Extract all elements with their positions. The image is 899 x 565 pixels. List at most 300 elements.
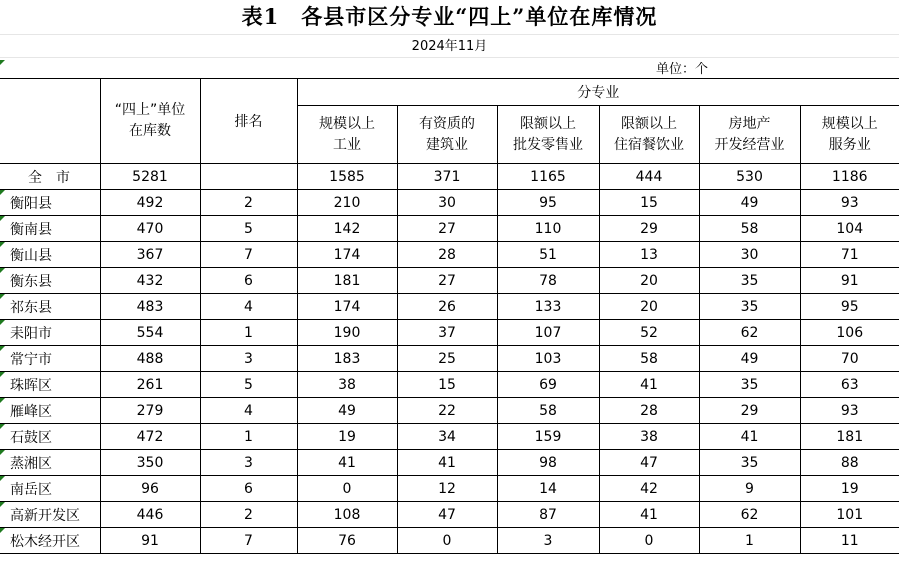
industry-count [800,424,899,450]
industry-count-text: 174 [333,246,361,263]
industry-count-text: 159 [534,428,562,445]
industry-count [497,320,599,346]
industry-count-text: 1186 [831,168,868,185]
header-unit-count-line1: “四上”单位 [114,102,186,118]
rank [200,372,297,398]
industry-count-text: 3 [543,532,553,549]
table-row [0,294,899,320]
industry-count-text: 41 [640,506,658,523]
region-name-text: 南岳区 [10,481,52,498]
industry-count [397,216,497,242]
industry-count [699,320,800,346]
industry-count [800,528,899,554]
industry-count [699,242,800,268]
cell-comment-marker [0,372,5,377]
region-name [0,268,100,294]
unit-count-text: 350 [136,454,164,471]
industry-count-text: 51 [539,246,557,263]
industry-count-text: 22 [438,402,456,419]
industry-count-text: 38 [640,428,658,445]
table-title: 表1 各县市区分专业“四上”单位在库情况 [241,4,658,29]
industry-count [297,164,397,190]
industry-count [497,216,599,242]
industry-count [800,242,899,268]
region-name [0,502,100,528]
industry-count [397,398,497,424]
industry-count-text: 93 [840,194,859,211]
industry-count-text: 181 [333,272,361,289]
industry-count-text: 530 [736,168,763,185]
unit-count-text: 367 [136,246,164,263]
unit-count [100,268,200,294]
industry-count-text: 76 [338,532,356,549]
industry-count [497,476,599,502]
industry-count-text: 12 [438,480,456,497]
industry-count [497,502,599,528]
industry-count-text: 41 [740,428,759,445]
rank [200,268,297,294]
industry-count [599,320,699,346]
region-name-text: 雁峰区 [10,403,52,420]
industry-count [699,398,800,424]
region-name [0,398,100,424]
header-industry [297,106,397,164]
unit-count-text: 492 [136,194,164,211]
industry-count-text: 62 [740,506,759,523]
rank-text: 1 [244,428,253,445]
region-name [0,242,100,268]
industry-count-text: 0 [644,532,654,549]
industry-count [497,424,599,450]
table-row [0,476,899,502]
industry-count-text: 93 [840,402,859,419]
header-by-industry: 分专业 [297,79,899,106]
industry-count [800,268,899,294]
industry-count-text: 107 [534,324,562,341]
cell-comment-marker [0,346,5,351]
industry-count [599,398,699,424]
industry-count-text: 58 [740,220,759,237]
region-name-text: 高新开发区 [10,507,80,524]
industry-count-text: 25 [438,350,456,367]
industry-count-text: 14 [539,480,557,497]
industry-count-text: 35 [740,454,759,471]
industry-count-text: 63 [840,376,859,393]
industry-count-text: 444 [635,168,663,185]
industry-count [397,502,497,528]
unit-count [100,164,200,190]
industry-count [397,190,497,216]
industry-count-text: 47 [640,454,658,471]
industry-count [297,216,397,242]
industry-count-text: 106 [836,324,864,341]
industry-count [599,216,699,242]
industry-count-text: 101 [836,506,864,523]
rank [200,242,297,268]
industry-count-text: 98 [539,454,557,471]
unit-count [100,476,200,502]
header-industry [699,106,800,164]
industry-count-text: 47 [438,506,456,523]
table-row [0,320,899,346]
industry-count [699,346,800,372]
region-name-text: 衡阳县 [10,195,52,212]
rank [200,398,297,424]
report-date: 2024年11月 [411,39,488,54]
header-industry-line1: 有资质的 [419,115,475,132]
header-industry-line2: 批发零售业 [513,136,583,153]
industry-count-text: 28 [640,402,658,419]
industry-count [397,242,497,268]
industry-count [800,320,899,346]
industry-count [599,528,699,554]
industry-count [800,450,899,476]
region-name [0,346,100,372]
industry-count [800,502,899,528]
industry-count-text: 1165 [530,168,566,185]
industry-count [497,372,599,398]
cell-comment-marker [0,216,5,221]
industry-count [297,398,397,424]
header-unit-count [100,79,200,164]
table-row [0,346,899,372]
region-name-text: 全 市 [28,169,70,186]
region-name [0,190,100,216]
table-row [0,398,899,424]
region-name-text: 耒阳市 [10,325,52,342]
industry-count-text: 49 [740,350,759,367]
industry-count-text: 174 [333,298,361,315]
unit-count [100,242,200,268]
industry-count [497,528,599,554]
industry-count-text: 58 [539,402,557,419]
industry-count [699,528,800,554]
cell-comment-marker [0,294,5,299]
stats-table [0,78,899,554]
cell-comment-marker [0,450,5,455]
region-name [0,450,100,476]
industry-count-text: 0 [442,532,452,549]
industry-count [800,294,899,320]
header-region [0,79,100,164]
region-name [0,216,100,242]
industry-count [497,242,599,268]
rank-text: 2 [244,506,253,523]
rank [200,190,297,216]
industry-count [497,190,599,216]
industry-count-text: 19 [840,480,859,497]
industry-count [800,346,899,372]
cell-comment-marker [0,398,5,403]
unit-count-text: 446 [136,506,164,523]
industry-count [800,216,899,242]
industry-count [397,268,497,294]
header-industry-line2: 住宿餐饮业 [614,136,684,153]
rank-text: 6 [244,272,253,289]
industry-count [297,528,397,554]
industry-count-text: 11 [840,532,859,549]
rank [200,528,297,554]
industry-count [497,294,599,320]
industry-count [599,242,699,268]
unit-count [100,450,200,476]
industry-count [599,476,699,502]
industry-count-text: 41 [640,376,658,393]
table-row [0,450,899,476]
industry-count-text: 69 [539,376,557,393]
industry-count-text: 78 [539,272,557,289]
industry-count [297,268,397,294]
industry-count [397,450,497,476]
industry-count-text: 41 [338,454,356,471]
unit-count-text: 91 [141,532,159,549]
industry-count-text: 35 [740,298,759,315]
cell-comment-marker [0,528,5,533]
table-row [0,242,899,268]
industry-count [599,450,699,476]
rank-text: 6 [244,480,253,497]
industry-count-text: 37 [438,324,456,341]
industry-count [699,450,800,476]
region-name-text: 珠晖区 [10,377,52,394]
header-industry-line1: 限额以上 [520,115,576,132]
industry-count-text: 183 [333,350,361,367]
unit-count [100,294,200,320]
region-name-text: 祁东县 [10,299,52,316]
cell-comment-marker [0,424,5,429]
industry-count [397,320,497,346]
cell-comment-marker [0,60,5,65]
industry-count-text: 62 [740,324,759,341]
rank-text: 3 [244,454,253,471]
header-industry [397,106,497,164]
industry-count [297,502,397,528]
industry-count-text: 371 [433,168,461,185]
header-industry-line2: 服务业 [828,136,871,153]
region-name [0,164,100,190]
header-industry-line2: 建筑业 [426,136,468,153]
table-row [0,216,899,242]
header-industry [497,106,599,164]
industry-count [699,268,800,294]
industry-count-text: 41 [438,454,456,471]
industry-count-text: 142 [333,220,361,237]
industry-count-text: 1585 [329,168,365,185]
industry-count [297,424,397,450]
industry-count-text: 15 [640,194,658,211]
industry-count [297,242,397,268]
unit-count [100,372,200,398]
region-name-text: 衡山县 [10,247,52,264]
unit-count-text: 554 [136,324,164,341]
unit-count [100,502,200,528]
industry-count [297,346,397,372]
rank [200,476,297,502]
sheet-gridline [0,57,899,58]
industry-count [297,190,397,216]
unit-count [100,320,200,346]
industry-count-text: 30 [740,246,759,263]
industry-count [599,190,699,216]
unit-count-text: 96 [141,480,159,497]
industry-count-text: 95 [539,194,557,211]
industry-count-text: 91 [840,272,859,289]
rank [200,294,297,320]
rank [200,502,297,528]
region-name-text: 常宁市 [10,351,52,368]
industry-count-text: 95 [840,298,859,315]
industry-count [699,372,800,398]
industry-count-text: 27 [438,220,456,237]
rank-text: 7 [244,246,253,263]
unit-count-text: 279 [136,402,164,419]
industry-count [800,372,899,398]
industry-count [397,294,497,320]
unit-count-text: 261 [136,376,164,393]
industry-count-text: 35 [740,376,759,393]
industry-count-text: 108 [333,506,361,523]
cell-comment-marker [0,190,5,195]
unit-label: 单位：个 [656,62,709,77]
unit-count-text: 5281 [132,168,168,185]
rank [200,450,297,476]
industry-count-text: 0 [342,480,352,497]
cell-comment-marker [0,242,5,247]
unit-count-text: 488 [136,350,164,367]
industry-count-text: 26 [438,298,456,315]
industry-count [297,450,397,476]
unit-count [100,190,200,216]
industry-count [800,164,899,190]
unit-count [100,398,200,424]
industry-count [699,424,800,450]
industry-count [397,372,497,398]
industry-count-text: 181 [836,428,864,445]
table-row [0,190,899,216]
region-name-text: 衡东县 [10,273,52,290]
industry-count [497,268,599,294]
rank-text: 5 [244,220,253,237]
table-row [0,502,899,528]
industry-count-text: 29 [740,402,759,419]
industry-count-text: 34 [438,428,456,445]
region-name [0,424,100,450]
industry-count [699,164,800,190]
industry-count [599,294,699,320]
region-name [0,320,100,346]
table-row [0,372,899,398]
industry-count [599,372,699,398]
industry-count [800,398,899,424]
industry-count [699,216,800,242]
header-industry [599,106,699,164]
industry-count-text: 210 [333,194,361,211]
rank-text: 4 [244,402,253,419]
industry-count [699,502,800,528]
unit-count-text: 432 [136,272,164,289]
industry-count [699,190,800,216]
industry-count [497,346,599,372]
header-industry-line2: 工业 [333,136,361,153]
industry-count [800,476,899,502]
industry-count-text: 49 [338,402,356,419]
rank-text: 2 [244,194,253,211]
industry-count [397,528,497,554]
rank-text: 7 [244,532,253,549]
unit-count-text: 472 [136,428,164,445]
industry-count-text: 38 [338,376,356,393]
unit-count [100,528,200,554]
industry-count-text: 88 [840,454,859,471]
cell-comment-marker [0,476,5,481]
industry-count-text: 49 [740,194,759,211]
industry-count-text: 52 [640,324,658,341]
industry-count [397,476,497,502]
header-industry-line1: 规模以上 [319,115,375,132]
rank-text: 1 [244,324,253,341]
industry-count [599,268,699,294]
industry-count [599,346,699,372]
table-row-total [0,164,899,190]
region-name-text: 蒸湘区 [10,455,52,472]
industry-count [497,398,599,424]
industry-count [800,190,899,216]
industry-count-text: 13 [640,246,658,263]
table-row [0,268,899,294]
industry-count-text: 190 [333,324,361,341]
region-name-text: 石鼓区 [10,429,52,446]
header-unit-count-line2: 在库数 [129,123,171,139]
industry-count [599,502,699,528]
industry-count-text: 42 [640,480,658,497]
rank [200,346,297,372]
region-name [0,372,100,398]
unit-count [100,346,200,372]
header-industry-line1: 规模以上 [821,115,878,132]
table-row [0,528,899,554]
industry-count [297,372,397,398]
industry-count [397,346,497,372]
industry-count-text: 71 [840,246,859,263]
industry-count-text: 133 [534,298,562,315]
industry-count [297,476,397,502]
header-industry-line2: 开发经营业 [714,136,785,153]
industry-count [297,294,397,320]
header-industry [800,106,899,164]
industry-count-text: 29 [640,220,658,237]
industry-count [699,294,800,320]
industry-count-text: 104 [836,220,864,237]
region-name [0,294,100,320]
rank [200,320,297,346]
header-industry-line1: 房地产 [728,115,771,132]
region-name-text: 衡南县 [10,221,52,238]
industry-count [599,424,699,450]
industry-count [699,476,800,502]
industry-count [297,320,397,346]
industry-count-text: 27 [438,272,456,289]
industry-count-text: 87 [539,506,557,523]
header-rank: 排名 [200,79,297,164]
rank [200,164,297,190]
cell-comment-marker [0,268,5,273]
industry-count-text: 103 [534,350,562,367]
industry-count-text: 20 [640,298,658,315]
industry-count-text: 1 [745,532,754,549]
region-name [0,528,100,554]
industry-count-text: 9 [745,480,754,497]
unit-count [100,424,200,450]
